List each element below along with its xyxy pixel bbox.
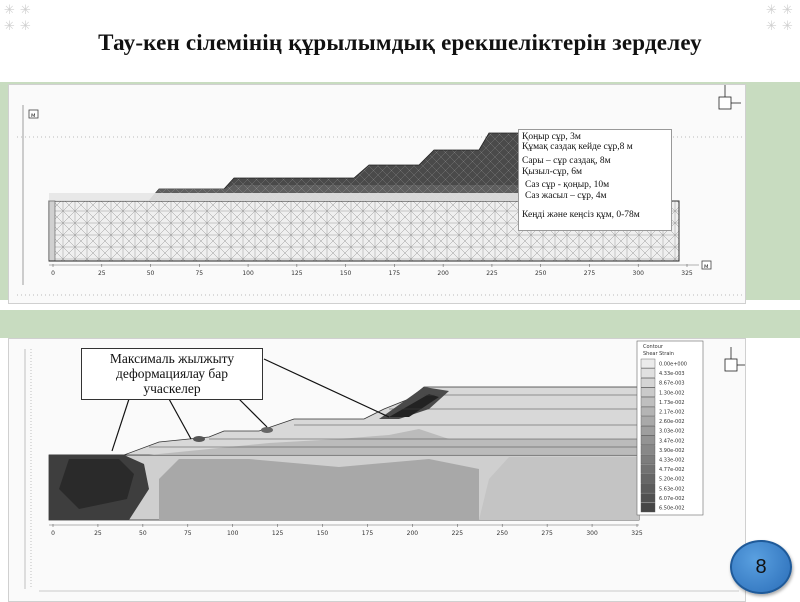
x-tick-label: 150 — [339, 270, 352, 277]
scale-header: Contour — [643, 344, 663, 350]
support-icon — [725, 347, 745, 371]
callout-line: деформациялау бар — [116, 366, 228, 381]
scale-swatch — [641, 426, 655, 435]
x-tick-label: 200 — [406, 530, 419, 537]
x-tick-label: 225 — [451, 530, 464, 537]
x-tick-label: 25 — [94, 530, 102, 537]
scale-value: 2.17e-002 — [659, 409, 685, 416]
bottom-band — [0, 310, 800, 338]
callout-line: Максималь жылжыту — [109, 351, 235, 366]
star-icon: ✳ — [766, 19, 777, 34]
x-tick-label: 100 — [226, 530, 239, 537]
deformation-callout — [81, 348, 263, 400]
scale-value: 6.50e-002 — [659, 505, 685, 512]
page-number-badge — [730, 540, 792, 594]
scale-swatch — [641, 388, 655, 397]
x-tick-label: 50 — [139, 530, 147, 537]
legend-item: Саз жасыл – сұр, 4м — [525, 191, 607, 201]
contour-scale — [637, 341, 703, 515]
callout-line: учаскелер — [143, 381, 201, 396]
scale-swatch — [641, 359, 655, 368]
slide-title: Тау-кен сілемінің құрылымдық ерекшеліктерін зерделеу — [98, 30, 702, 55]
scale-swatch — [641, 484, 655, 493]
support-icon — [719, 85, 741, 109]
scale-swatch — [641, 369, 655, 378]
x-tick-label: 50 — [146, 270, 155, 277]
x-tick-label: 250 — [496, 530, 508, 537]
x-tick-label: 250 — [534, 270, 547, 277]
scale-value: 4.33e-003 — [659, 371, 685, 378]
x-tick-label: 200 — [437, 270, 449, 277]
star-icon: ✳ — [766, 3, 777, 18]
x-tick-label: 100 — [242, 270, 254, 277]
legend-item: Сары – сұр саздақ, 8м — [522, 156, 611, 166]
star-icon: ✳ — [782, 19, 793, 34]
scale-swatch — [641, 378, 655, 387]
x-tick-label: 325 — [631, 530, 643, 537]
x-tick-label: 175 — [388, 270, 401, 277]
x-tick-label: 125 — [291, 270, 303, 277]
page-number: 8 — [755, 555, 767, 578]
scale-value: 4.33e-002 — [659, 457, 685, 464]
legend-item: Қоңыр сұр, 3м — [522, 132, 581, 142]
scale-value: 3.03e-002 — [659, 428, 685, 435]
scale-value: 8.67e-003 — [659, 380, 685, 387]
scale-value: 5.20e-002 — [659, 476, 685, 483]
scale-value: 0.00e+000 — [659, 361, 687, 368]
scale-swatch — [641, 455, 655, 464]
x-tick-label: 25 — [97, 270, 106, 277]
scale-value: 1.73e-002 — [659, 399, 685, 406]
scale-swatch — [641, 493, 655, 502]
scale-swatch — [641, 417, 655, 426]
x-tick-label: 0 — [51, 270, 55, 277]
x-tick-label: 75 — [195, 270, 204, 277]
scale-swatch — [641, 474, 655, 483]
scale-swatch — [641, 445, 655, 454]
x-tick-label: 275 — [541, 530, 553, 537]
star-icon: ✳ — [20, 3, 31, 18]
legend-item: Кеңді және кеңсіз құм, 0-78м — [522, 210, 640, 220]
x-tick-label: 225 — [486, 270, 498, 277]
scale-swatch — [641, 436, 655, 445]
scale-value: 1.30e-002 — [659, 390, 685, 397]
scale-value: 3.90e-002 — [659, 447, 685, 454]
star-icon: ✳ — [782, 3, 793, 18]
star-icon: ✳ — [20, 19, 31, 34]
legend-item: Қызыл-сұр, 6м — [522, 167, 582, 177]
x-tick-label: 75 — [183, 530, 192, 537]
legend-item: Саз сұр - қоңыр, 10м — [525, 180, 610, 190]
scale-swatch — [641, 503, 655, 512]
x-tick-label: 300 — [586, 530, 598, 537]
scale-swatch — [641, 397, 655, 406]
scale-value: 3.47e-002 — [659, 438, 685, 445]
x-tick-label: 325 — [681, 270, 693, 277]
scale-swatch — [641, 465, 655, 474]
scale-value: 6.07e-002 — [659, 495, 685, 502]
legend-item: Құмақ саздақ кейде сұр,8 м — [522, 142, 633, 152]
scale-value: 5.63e-002 — [659, 486, 685, 493]
scale-value: 4.77e-002 — [659, 467, 685, 474]
x-unit-label: м — [704, 263, 709, 270]
x-tick-label: 150 — [316, 530, 329, 537]
x-tick-label: 300 — [632, 270, 644, 277]
layer-legend — [518, 129, 672, 231]
x-tick-label: 275 — [583, 270, 596, 277]
scale-header: Shear Strain — [643, 351, 674, 357]
x-tick-label: 0 — [51, 530, 55, 537]
star-icon: ✳ — [4, 19, 15, 34]
x-tick-label: 125 — [271, 530, 284, 537]
star-icon: ✳ — [4, 3, 15, 18]
scale-swatch — [641, 407, 655, 416]
y-unit-label: м — [31, 112, 36, 119]
scale-value: 2.60e-002 — [659, 419, 685, 426]
x-tick-label: 175 — [361, 530, 374, 537]
